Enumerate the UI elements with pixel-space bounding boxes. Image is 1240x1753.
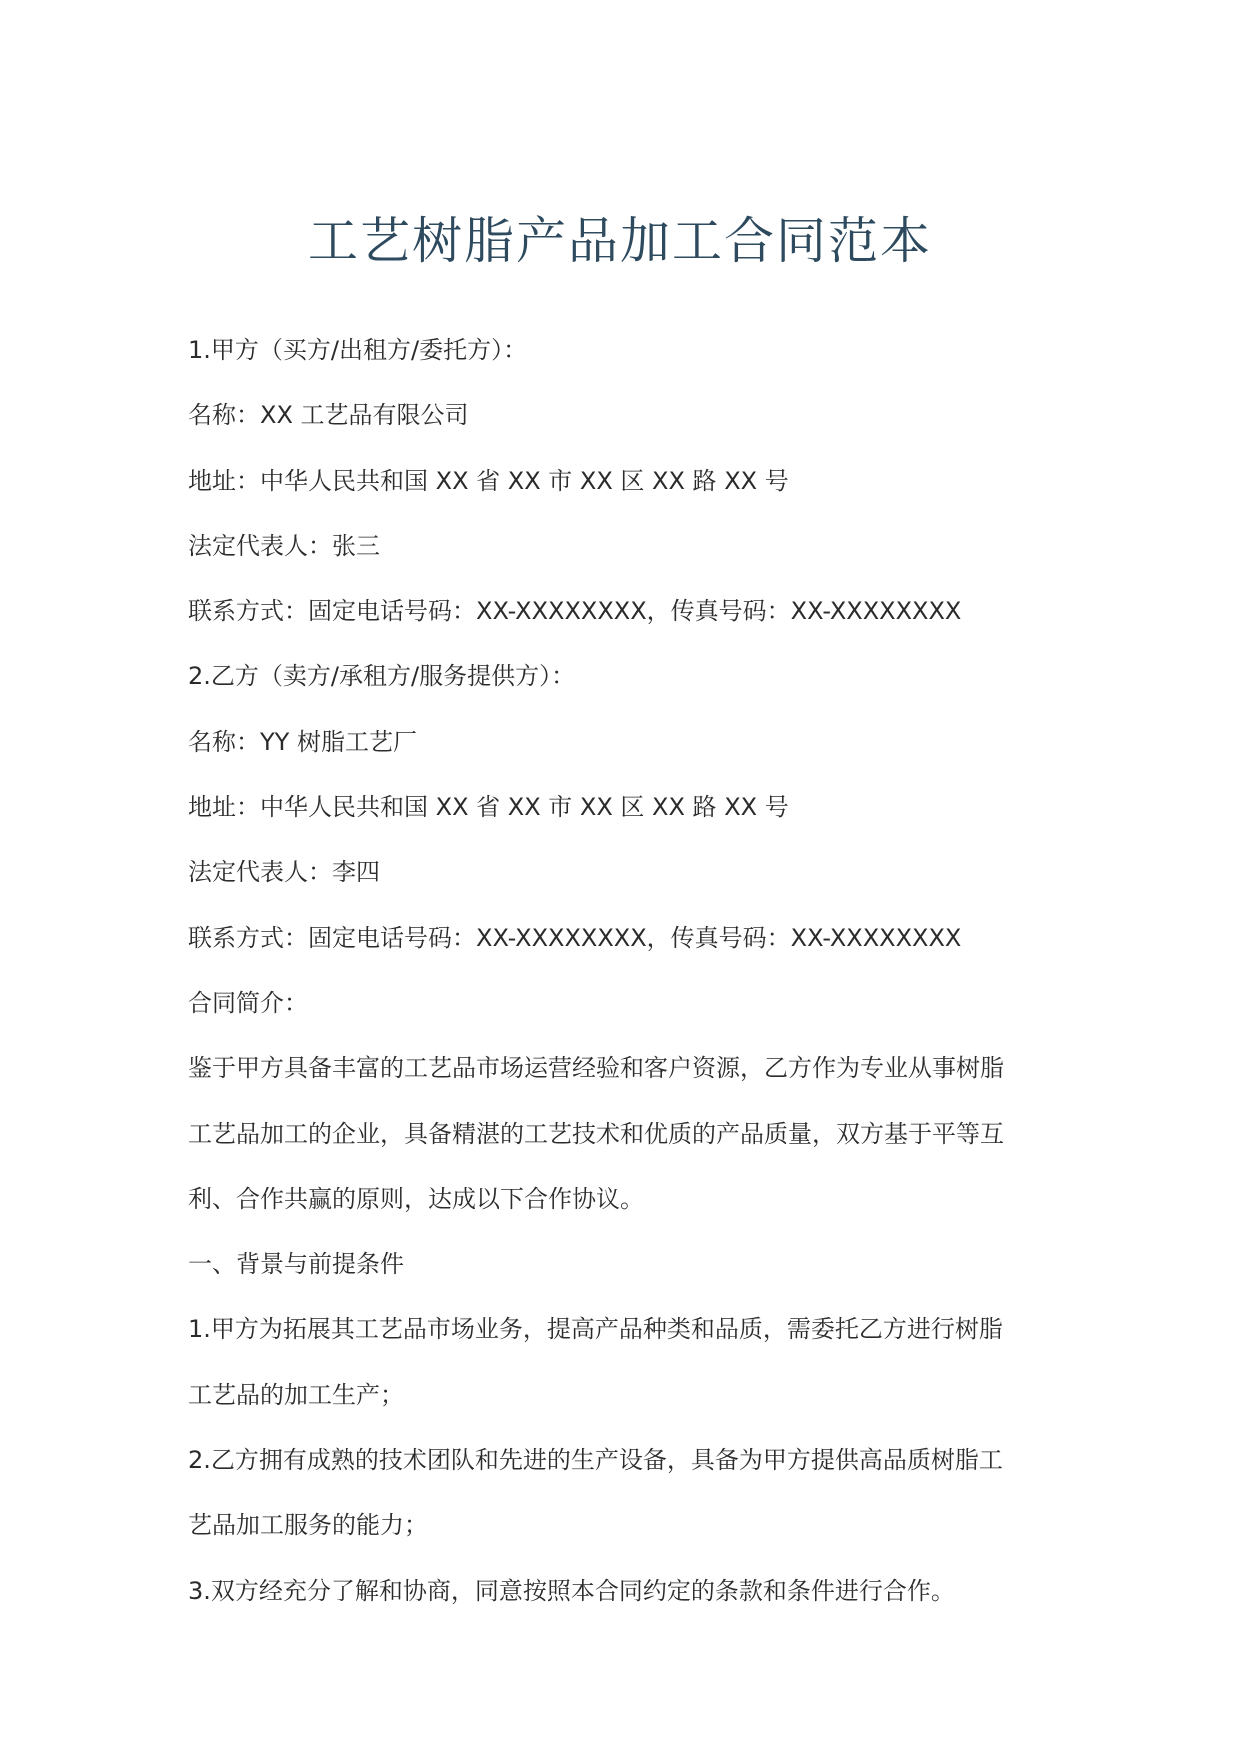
document-body bbox=[188, 318, 1058, 1624]
party-a-contact: 联系方式：固定电话号码：XX-XXXXXXXX，传真号码：XX-XXXXXXXX bbox=[188, 597, 962, 626]
contract-intro-paragraph-line: 利、合作共赢的原则，达成以下合作协议。 bbox=[188, 1184, 644, 1213]
party-a-legal-representative: 法定代表人：张三 bbox=[188, 531, 380, 560]
clause-line: 工艺品的加工生产； bbox=[188, 1380, 404, 1409]
party-a-heading: 1.甲方（买方/出租方/委托方）： bbox=[188, 336, 528, 364]
party-a-name: 名称：XX 工艺品有限公司 bbox=[188, 401, 469, 430]
section-heading-background: 一、背景与前提条件 bbox=[188, 1250, 404, 1279]
clause-line: 2.乙方拥有成熟的技术团队和先进的生产设备，具备为甲方提供高品质树脂工 bbox=[188, 1446, 1003, 1475]
contract-intro-paragraph-line: 工艺品加工的企业，具备精湛的工艺技术和优质的产品质量，双方基于平等互 bbox=[188, 1119, 1004, 1148]
contract-intro-paragraph-line: 鉴于甲方具备丰富的工艺品市场运营经验和客户资源，乙方作为专业从事树脂 bbox=[188, 1054, 1004, 1083]
clause-line: 艺品加工服务的能力； bbox=[188, 1511, 428, 1540]
party-b-name: 名称：YY 树脂工艺厂 bbox=[188, 727, 417, 756]
party-b-contact: 联系方式：固定电话号码：XX-XXXXXXXX，传真号码：XX-XXXXXXXX bbox=[188, 923, 962, 952]
party-a-address: 地址：中华人民共和国 XX 省 XX 市 XX 区 XX 路 XX 号 bbox=[188, 466, 789, 495]
party-b-heading: 2.乙方（卖方/承租方/服务提供方）： bbox=[188, 662, 576, 691]
clause-line: 1.甲方为拓展其工艺品市场业务，提高产品种类和品质，需委托乙方进行树脂 bbox=[188, 1315, 1003, 1344]
document-title: 工艺树脂产品加工合同范本 bbox=[308, 212, 932, 270]
contract-intro-heading: 合同简介： bbox=[188, 988, 308, 1017]
clause-line: 3.双方经充分了解和协商，同意按照本合同约定的条款和条件进行合作。 bbox=[188, 1576, 955, 1605]
party-b-address: 地址：中华人民共和国 XX 省 XX 市 XX 区 XX 路 XX 号 bbox=[188, 793, 789, 822]
party-b-legal-representative: 法定代表人：李四 bbox=[188, 858, 380, 887]
